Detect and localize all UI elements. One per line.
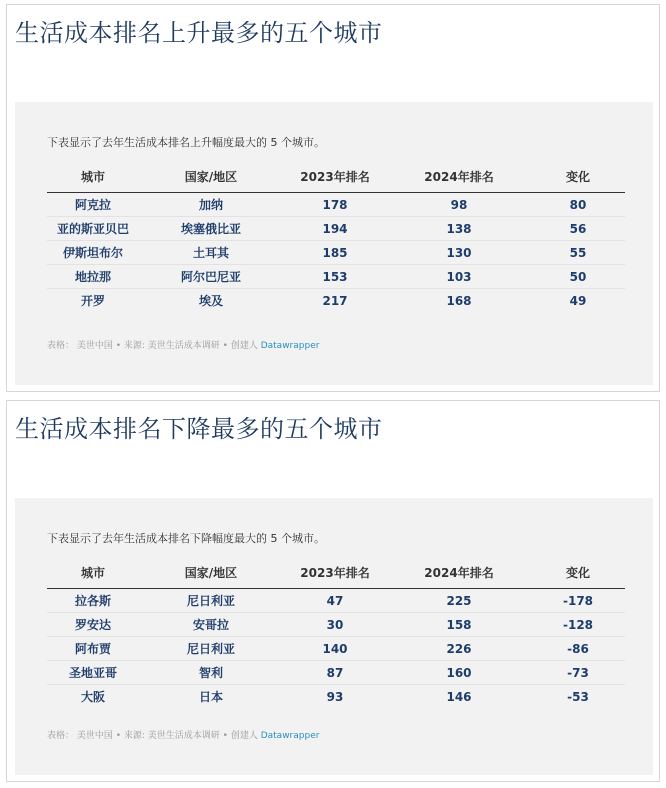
table-header-row xyxy=(47,562,625,589)
table-row xyxy=(47,265,625,289)
rank-drop-table xyxy=(47,562,625,708)
rank-2024-cell: 225 xyxy=(387,589,531,613)
column-header-change: 变化 xyxy=(531,562,625,589)
city-cell: 地拉那 xyxy=(47,265,139,289)
rank-2024-cell: 130 xyxy=(387,241,531,265)
change-cell: 80 xyxy=(531,193,625,217)
change-cell: 49 xyxy=(569,293,587,308)
footer-source: 表格： 美世中国 • 来源: 美世生活成本调研 • 创建人 xyxy=(47,341,258,351)
city-cell: 阿布贾 xyxy=(47,637,139,661)
column-header-change: 变化 xyxy=(531,166,625,193)
change-cell: 56 xyxy=(531,217,625,241)
change-cell: 55 xyxy=(531,241,625,265)
city-cell: 伊斯坦布尔 xyxy=(47,241,139,265)
rank-2023-cell: 30 xyxy=(283,613,387,637)
rank-rise-table xyxy=(47,166,625,312)
table-card xyxy=(15,498,653,775)
country-cell: 土耳其 xyxy=(139,241,283,265)
table-row xyxy=(47,613,625,637)
table-row xyxy=(47,289,625,313)
table-description: 下表显示了去年生活成本排名上升幅度最大的 5 个城市。 xyxy=(47,136,325,149)
country-cell: 埃塞俄比亚 xyxy=(139,217,283,241)
table-card xyxy=(15,102,653,385)
panel-title: 生活成本排名上升最多的五个城市 xyxy=(15,19,383,47)
rank-2023-cell: 178 xyxy=(283,193,387,217)
column-header-city: 城市 xyxy=(47,562,139,589)
table-row xyxy=(47,241,625,265)
rank-2024-cell: 160 xyxy=(387,661,531,685)
country-cell: 智利 xyxy=(139,661,283,685)
city-cell: 圣地亚哥 xyxy=(47,661,139,685)
country-cell: 尼日利亚 xyxy=(139,637,283,661)
city-cell: 开罗 xyxy=(80,294,105,308)
table-row xyxy=(47,685,625,709)
rank-2024-cell: 146 xyxy=(446,689,472,704)
rank-2023-cell: 217 xyxy=(322,293,348,308)
table-footer xyxy=(47,338,319,351)
rank-2024-cell: 98 xyxy=(387,193,531,217)
footer-source: 表格： 美世中国 • 来源: 美世生活成本调研 • 创建人 xyxy=(47,731,258,741)
rank-2024-cell: 103 xyxy=(387,265,531,289)
change-cell: 50 xyxy=(531,265,625,289)
city-cell: 阿克拉 xyxy=(47,193,139,217)
column-header-rank-2024: 2024年排名 xyxy=(387,562,531,589)
table-footer xyxy=(47,728,319,741)
change-cell: -73 xyxy=(531,661,625,685)
rank-drop-panel xyxy=(6,400,660,782)
table-row xyxy=(47,217,625,241)
change-cell: -178 xyxy=(531,589,625,613)
rank-2024-cell: 168 xyxy=(446,293,472,308)
table-row xyxy=(47,589,625,613)
column-header-country: 国家/地区 xyxy=(139,166,283,193)
change-cell: -128 xyxy=(531,613,625,637)
datawrapper-link[interactable]: Datawrapper xyxy=(260,341,320,351)
table-row xyxy=(47,661,625,685)
country-cell: 安哥拉 xyxy=(139,613,283,637)
city-cell: 亚的斯亚贝巴 xyxy=(47,217,139,241)
table-row xyxy=(47,637,625,661)
city-cell: 拉各斯 xyxy=(47,589,139,613)
column-header-city: 城市 xyxy=(47,166,139,193)
country-cell: 加纳 xyxy=(139,193,283,217)
rank-2023-cell: 47 xyxy=(283,589,387,613)
rank-2023-cell: 194 xyxy=(283,217,387,241)
rank-2023-cell: 93 xyxy=(326,689,344,704)
table-header-row xyxy=(47,166,625,193)
column-header-rank-2024: 2024年排名 xyxy=(387,166,531,193)
column-header-country: 国家/地区 xyxy=(139,562,283,589)
column-header-rank-2023: 2023年排名 xyxy=(283,562,387,589)
rank-2023-cell: 87 xyxy=(283,661,387,685)
country-cell: 日本 xyxy=(198,690,223,704)
country-cell: 阿尔巴尼亚 xyxy=(139,265,283,289)
table-description: 下表显示了去年生活成本排名下降幅度最大的 5 个城市。 xyxy=(47,532,325,545)
rank-2024-cell: 138 xyxy=(387,217,531,241)
country-cell: 埃及 xyxy=(198,294,223,308)
change-cell: -86 xyxy=(531,637,625,661)
datawrapper-link[interactable]: Datawrapper xyxy=(260,731,320,741)
rank-rise-panel xyxy=(6,4,660,392)
city-cell: 罗安达 xyxy=(47,613,139,637)
rank-2023-cell: 140 xyxy=(283,637,387,661)
city-cell: 大阪 xyxy=(80,690,105,704)
rank-2023-cell: 185 xyxy=(283,241,387,265)
rank-2024-cell: 226 xyxy=(387,637,531,661)
change-cell: -53 xyxy=(567,689,589,704)
rank-2024-cell: 158 xyxy=(387,613,531,637)
country-cell: 尼日利亚 xyxy=(139,589,283,613)
table-row xyxy=(47,193,625,217)
panel-title: 生活成本排名下降最多的五个城市 xyxy=(15,415,383,443)
rank-2023-cell: 153 xyxy=(283,265,387,289)
column-header-rank-2023: 2023年排名 xyxy=(283,166,387,193)
